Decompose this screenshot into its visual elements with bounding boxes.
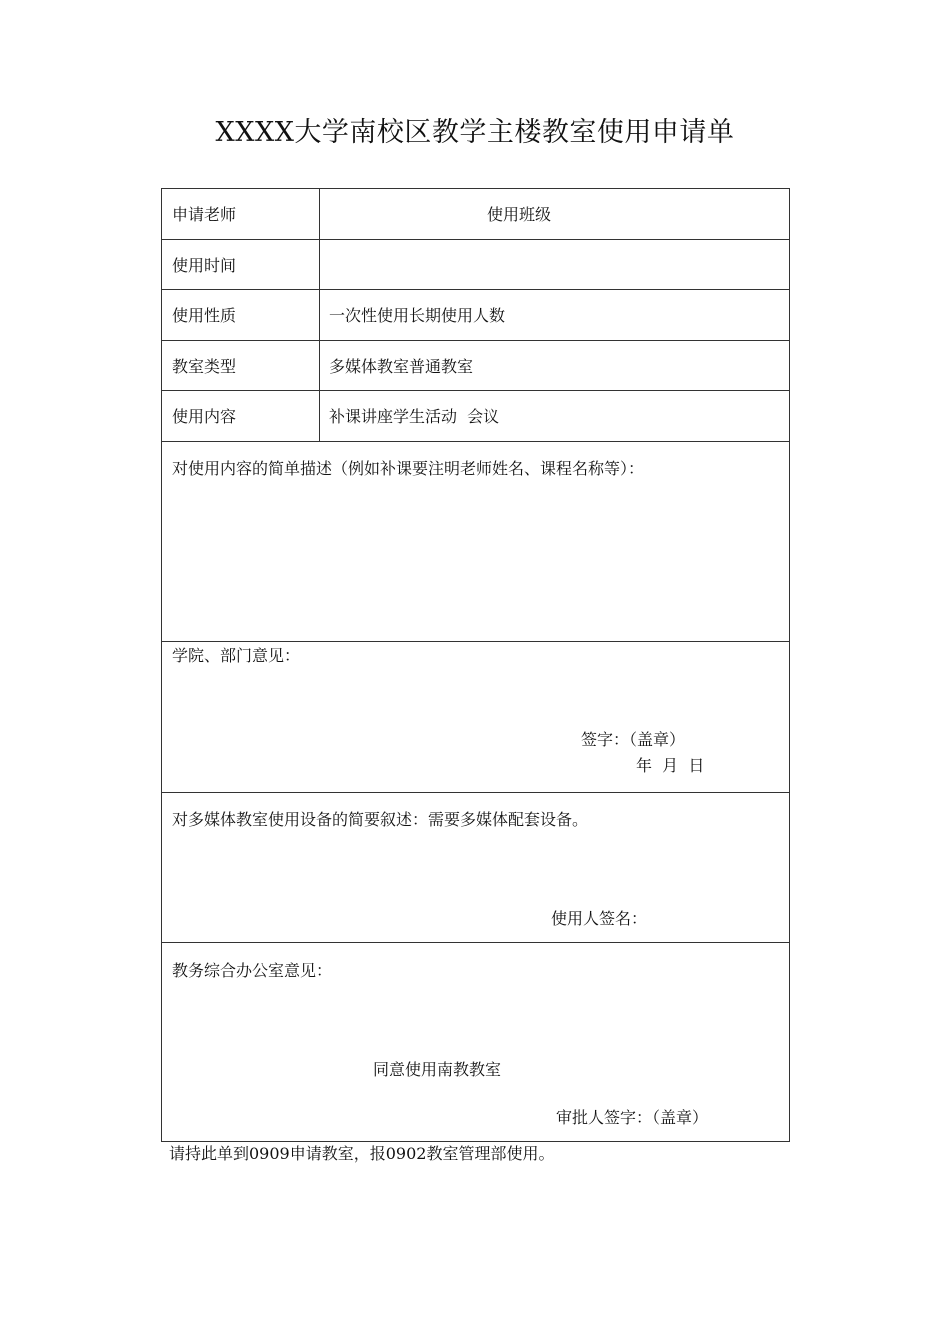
dept-date: 年 月 日	[636, 756, 705, 775]
user-sign: 使用人签名：	[551, 909, 648, 928]
content-label: 使用内容	[172, 407, 237, 426]
office-opinion-label: 教务综合办公室意见：	[172, 961, 333, 980]
content-value: 补课讲座学生活动 会议	[329, 407, 500, 426]
row-room-type	[162, 341, 789, 391]
row-equipment	[162, 793, 789, 943]
row-nature	[162, 290, 789, 341]
approver-sign: 审批人签字：（盖章）	[556, 1108, 709, 1127]
row-dept-opinion	[162, 642, 789, 793]
nature-value: 一次性使用长期使用人数	[329, 306, 506, 325]
class-label: 使用班级	[487, 205, 552, 224]
equipment-label: 对多媒体教室使用设备的简要叙述：需要多媒体配套设备。	[172, 810, 589, 829]
row-time	[162, 240, 789, 290]
time-label: 使用时间	[172, 256, 237, 275]
dept-sign: 签字：（盖章）	[581, 730, 686, 749]
footer-note: 请持此单到0909申请教室，报0902教室管理部使用。	[169, 1144, 555, 1163]
row-description	[162, 442, 789, 642]
office-opinion-value: 同意使用南教教室	[373, 1060, 502, 1079]
application-form-table	[161, 188, 790, 1142]
page-title: XXXX大学南校区教学主楼教室使用申请单	[215, 117, 735, 148]
row-office-opinion	[162, 943, 789, 1141]
applicant-label: 申请老师	[172, 205, 237, 224]
row-content	[162, 391, 789, 442]
row-applicant	[162, 189, 789, 240]
description-label: 对使用内容的简单描述（例如补课要注明老师姓名、课程名称等）：	[172, 459, 645, 478]
room-type-label: 教室类型	[172, 357, 237, 376]
nature-label: 使用性质	[172, 306, 237, 325]
room-type-value: 多媒体教室普通教室	[329, 357, 474, 376]
dept-opinion-label: 学院、部门意见：	[172, 646, 301, 665]
